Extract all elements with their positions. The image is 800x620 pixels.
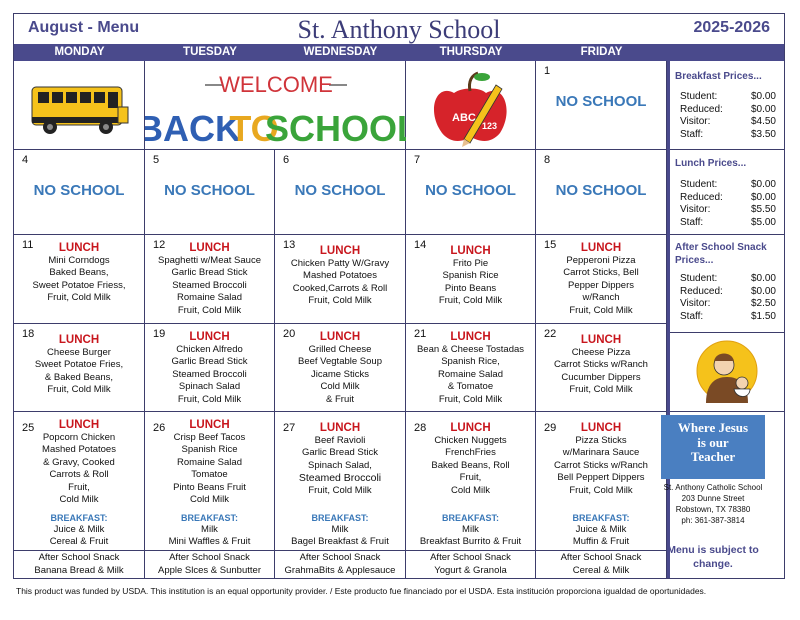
- menu-item: Frito Pie: [452, 257, 489, 269]
- day-header-thursday: THURSDAY: [406, 44, 536, 61]
- snack-prices-box: [670, 235, 784, 333]
- price-label: Visitor:: [680, 204, 711, 215]
- day-cell-7: [406, 150, 536, 235]
- snack-label: After School Snack: [38, 552, 120, 563]
- menu-item: Mashed Potatoes: [303, 270, 377, 281]
- breakfast-item: Milk: [331, 524, 349, 535]
- no-school-label: NO SCHOOL: [164, 182, 255, 199]
- breakfast-menu: [536, 512, 666, 548]
- breakfast-item: Muffin & Fruit: [572, 536, 630, 547]
- price-row: [680, 91, 776, 104]
- price-label: Student:: [680, 273, 718, 284]
- day-number: 25: [22, 422, 35, 434]
- lunch-menu: [145, 242, 274, 317]
- breakfast-menu: [406, 512, 535, 548]
- breakfast-item: Milk: [201, 524, 218, 535]
- menu-change-notice: [658, 543, 768, 571]
- lunch-label: LUNCH: [580, 422, 622, 434]
- saint-image-box: [670, 333, 784, 412]
- lunch-menu: [536, 334, 666, 397]
- menu-item: Fruit, Cold Milk: [177, 304, 242, 316]
- menu-item: Cooked,Carrots & Roll: [292, 282, 388, 294]
- price-label: Reduced:: [680, 103, 723, 115]
- day-number: 26: [153, 422, 166, 434]
- menu-item: Beef Vegtable Soup: [298, 356, 382, 367]
- school-city: Robstown, TX 78380: [675, 505, 751, 514]
- price-label: Reduced:: [680, 285, 723, 297]
- breakfast-label: BREAKFAST:: [311, 513, 369, 523]
- menu-item: Garlic Bread Stick: [171, 267, 248, 278]
- lunch-menu: [406, 245, 535, 308]
- menu-item: Garlic Bread Stick: [171, 356, 248, 367]
- after-school-snack: [536, 550, 666, 577]
- menu-item: Cold Milk: [450, 484, 491, 496]
- price-label: Visitor:: [680, 116, 711, 127]
- lunch-label: LUNCH: [58, 419, 100, 431]
- price-value: $3.50: [750, 128, 776, 140]
- saint-anthony-icon: [670, 333, 784, 412]
- breakfast-item: Breakfast Burrito & Fruit: [419, 536, 522, 547]
- breakfast-item: Cereal & Fruit: [49, 536, 109, 547]
- menu-item: Sweet Potatoe Friess,: [32, 279, 126, 291]
- lunch-label: LUNCH: [319, 422, 361, 434]
- notice-line: change.: [693, 558, 733, 570]
- price-row: [680, 192, 776, 205]
- menu-item: Carrots & Roll: [49, 469, 109, 480]
- lunch-menu: [275, 422, 405, 497]
- snack-item: Yogurt & Granola: [434, 565, 507, 576]
- breakfast-menu: [275, 512, 405, 548]
- apple-pencil-icon: [406, 61, 536, 150]
- usda-disclaimer: This product was funded by USDA. This institution is an equal opportunity provider. / Este producto fue financiado por el USDA. Esta institución proporciona igualdad de oportunidades.: [16, 586, 707, 596]
- menu-item: Pinto Beans Fruit: [173, 481, 246, 493]
- breakfast-label: BREAKFAST:: [180, 513, 238, 523]
- lunch-label: LUNCH: [450, 331, 491, 343]
- school-address: [658, 482, 768, 526]
- snack-prices-list: [680, 273, 776, 323]
- motto-line: Where Jesus: [677, 420, 749, 435]
- price-value: $4.50: [750, 116, 776, 127]
- price-value: $0.00: [750, 191, 776, 203]
- motto-line: is our: [697, 434, 729, 450]
- menu-item: Crisp Beef Tacos: [173, 431, 246, 443]
- lunch-menu: [406, 331, 535, 406]
- snack-prices-title: [670, 235, 784, 267]
- menu-item: Pinto Beans: [444, 282, 497, 294]
- menu-item: Pepperoni Pizza: [566, 254, 636, 266]
- menu-item: Mini Corndogs: [48, 254, 110, 266]
- menu-item: & Baked Beans,: [44, 371, 114, 383]
- menu-item: Carrot Sticks w/Ranch: [554, 359, 648, 370]
- menu-item: Romaine Salad: [177, 456, 242, 468]
- menu-item: Pizza Sticks: [575, 434, 627, 446]
- price-value: $0.00: [750, 91, 776, 102]
- menu-item: & Tomatoe: [447, 381, 494, 392]
- menu-item: Beef Ravioli: [314, 434, 366, 446]
- menu-label: August - Menu: [28, 19, 140, 36]
- day-number: 29: [544, 422, 557, 434]
- menu-item: Baked Beans,: [49, 267, 109, 278]
- lunch-label: LUNCH: [580, 242, 622, 254]
- lunch-label: LUNCH: [580, 334, 622, 346]
- breakfast-label: BREAKFAST:: [572, 513, 630, 523]
- menu-item: Mashed Potatoes: [42, 444, 116, 455]
- breakfast-menu: [145, 512, 274, 548]
- price-label: Student:: [680, 91, 718, 102]
- day-cell-18: [14, 324, 145, 412]
- lunch-label: LUNCH: [450, 422, 491, 434]
- apple-abc-text: ABC: [452, 112, 476, 124]
- menu-item: Bell Peppert Dippers: [557, 472, 645, 483]
- day-cell-6: [275, 150, 406, 235]
- day-number: 20: [283, 328, 296, 340]
- lunch-prices-list: [680, 179, 776, 229]
- breakfast-item: Mini Waffles & Fruit: [168, 536, 251, 547]
- day-number: 11: [22, 239, 34, 251]
- breakfast-label: BREAKFAST:: [50, 513, 108, 523]
- lunch-label: LUNCH: [450, 245, 491, 257]
- menu-item: Fruit,: [459, 472, 482, 483]
- to-text: TO: [229, 108, 279, 149]
- lunch-prices-title: Lunch Prices...: [675, 158, 747, 169]
- menu-item: Cold Milk: [59, 494, 99, 505]
- day-cell-21: [406, 324, 536, 412]
- lunch-menu: [145, 419, 274, 507]
- lunch-label: LUNCH: [189, 419, 230, 431]
- menu-item: Steamed Broccoli: [172, 279, 247, 291]
- menu-item: Cucumber Dippers: [561, 371, 641, 383]
- menu-item: Cold Milk: [320, 381, 360, 392]
- menu-item: Grilled Cheese: [308, 343, 372, 355]
- lunch-menu: [145, 331, 274, 406]
- menu-item: Fruit, Cold Milk: [569, 384, 633, 395]
- snack-item: GrahmaBits & Applesauce: [284, 565, 396, 576]
- menu-item: Spanish Rice: [181, 444, 238, 455]
- menu-item: Romaine Salad: [177, 292, 242, 303]
- price-value: $5.00: [750, 216, 776, 228]
- price-label: Visitor:: [680, 298, 711, 309]
- breakfast-prices-list: [680, 91, 776, 141]
- snack-label: After School Snack: [299, 552, 381, 563]
- price-value: $0.00: [750, 179, 776, 190]
- day-number: 8: [544, 154, 551, 166]
- day-cell-22: [536, 324, 667, 412]
- price-value: $5.50: [750, 204, 776, 215]
- notice-line: Menu is subject to: [667, 544, 759, 556]
- price-label: Student:: [680, 179, 718, 190]
- price-value: $0.00: [750, 285, 776, 297]
- day-cell-4: [14, 150, 145, 235]
- day-cell-5: [145, 150, 275, 235]
- menu-item: Fruit, Cold Milk: [308, 295, 372, 306]
- price-row: [680, 298, 776, 311]
- lunch-prices-box: [670, 150, 784, 235]
- menu-item: Steamed Broccoli: [172, 368, 247, 380]
- menu-item: w/Marinara Sauce: [562, 447, 640, 458]
- menu-item: Pepper Dippers: [567, 279, 634, 291]
- menu-item: Spanish Rice: [442, 270, 499, 281]
- menu-item: FrenchFries: [445, 447, 496, 458]
- day-header-wednesday: WEDNESDAY: [275, 44, 406, 61]
- price-label: Staff:: [680, 216, 704, 228]
- day-cell-27: [275, 412, 406, 578]
- lunch-label: LUNCH: [189, 331, 230, 343]
- menu-item: Chicken Nuggets: [434, 434, 507, 446]
- day-number: 5: [153, 154, 160, 166]
- menu-item: Fruit, Cold Milk: [177, 393, 242, 405]
- day-cell-13: [275, 235, 406, 324]
- menu-item: Spaghetti w/Meat Sauce: [158, 254, 261, 266]
- day-number: 7: [414, 154, 421, 166]
- menu-item: Fruit, Cold Milk: [569, 304, 633, 316]
- lunch-menu: [406, 422, 535, 497]
- snack-label: After School Snack: [169, 552, 250, 563]
- day-number: 15: [544, 239, 557, 251]
- school-name: St. Anthony Catholic School: [663, 483, 763, 492]
- school-street: 203 Dunne Street: [681, 494, 745, 503]
- menu-item: Fruit, Cold Milk: [438, 295, 503, 306]
- breakfast-menu: [14, 512, 144, 548]
- menu-item: Popcorn Chicken: [42, 431, 116, 443]
- day-number: 28: [414, 422, 427, 434]
- price-row: [680, 286, 776, 299]
- day-cell-8: [536, 150, 667, 235]
- menu-item: Fruit, Cold Milk: [47, 384, 111, 395]
- menu-item: Sweet Potatoe Fries,: [34, 359, 124, 370]
- lunch-label: LUNCH: [319, 331, 361, 343]
- day-number: 4: [22, 154, 29, 166]
- menu-item: Chicken Patty W/Gravy: [290, 257, 390, 269]
- lunch-label: LUNCH: [189, 242, 230, 254]
- menu-item: Cold Milk: [189, 494, 230, 505]
- day-number: 12: [153, 239, 166, 251]
- menu-item: Fruit, Cold Milk: [47, 292, 111, 303]
- lunch-label: LUNCH: [319, 245, 361, 257]
- price-label: Staff:: [680, 310, 704, 322]
- menu-item: Chicken Alfredo: [176, 343, 243, 355]
- day-number: 14: [414, 239, 427, 251]
- snack-label: After School Snack: [560, 552, 642, 563]
- price-row: [680, 179, 776, 192]
- price-value: $0.00: [750, 273, 776, 284]
- menu-item: Cheese Burger: [47, 346, 111, 358]
- price-row: [680, 129, 776, 142]
- week1-monday-cell: [14, 61, 145, 150]
- menu-item: & Fruit: [326, 393, 354, 405]
- welcome-text: WELCOME: [219, 72, 333, 97]
- price-label: Reduced:: [680, 191, 723, 203]
- breakfast-label: BREAKFAST:: [441, 513, 499, 523]
- lunch-menu: [14, 334, 144, 397]
- apple-123-text: 123: [482, 121, 498, 131]
- menu-item: Fruit, Cold Milk: [438, 393, 503, 405]
- back-text: BACK: [145, 108, 241, 149]
- lunch-label: LUNCH: [58, 334, 100, 346]
- breakfast-prices-box: [670, 61, 784, 150]
- menu-item: Fruit, Cold Milk: [569, 484, 633, 496]
- side-header-blank: [667, 44, 784, 61]
- menu-item: Jicame Sticks: [310, 368, 370, 380]
- breakfast-prices-title: Breakfast Prices...: [675, 71, 762, 82]
- no-school-label: NO SCHOOL: [294, 182, 386, 199]
- menu-item: Baked Beans, Roll: [431, 459, 510, 471]
- breakfast-item: Bagel Breakfast & Fruit: [291, 536, 389, 547]
- day-number: 6: [283, 154, 290, 166]
- welcome-cell: [145, 61, 406, 150]
- menu-item: Cheese Pizza: [571, 346, 631, 358]
- day-number: 22: [544, 328, 557, 340]
- day-number: 21: [414, 328, 427, 340]
- day-cell-14: [406, 235, 536, 324]
- day-cell-12: [145, 235, 275, 324]
- lunch-menu: [536, 422, 666, 497]
- lunch-menu: [14, 242, 144, 305]
- price-value: $2.50: [750, 298, 776, 309]
- day-cell-20: [275, 324, 406, 412]
- day-cell-28: [406, 412, 536, 578]
- price-row: [680, 311, 776, 324]
- breakfast-item: Juice & Milk: [53, 524, 105, 535]
- school-text: SCHOOL: [264, 108, 406, 149]
- school-title: St. Anthony School: [297, 15, 501, 44]
- lunch-menu: [14, 419, 144, 507]
- day-cell-15: [536, 235, 667, 324]
- breakfast-item: Juice & Milk: [575, 524, 627, 535]
- title-bar: [14, 14, 784, 45]
- lunch-menu: [275, 331, 405, 406]
- day-cell-29: [536, 412, 667, 578]
- day-header-tuesday: TUESDAY: [145, 44, 275, 61]
- day-number: 1: [544, 65, 551, 77]
- day-cell-1: [536, 61, 667, 150]
- menu-item: Garlic Bread Stick: [301, 447, 379, 458]
- lunch-label: LUNCH: [58, 242, 100, 254]
- price-label: Staff:: [680, 128, 704, 140]
- snack-label: After School Snack: [430, 552, 511, 563]
- day-cell-26: [145, 412, 275, 578]
- price-value: $1.50: [750, 310, 776, 322]
- after-school-snack: [406, 550, 535, 577]
- after-school-snack: [275, 550, 405, 577]
- no-school-label: NO SCHOOL: [425, 182, 516, 199]
- day-header-friday: FRIDAY: [536, 44, 667, 61]
- lunch-menu: [536, 242, 666, 317]
- day-cell-19: [145, 324, 275, 412]
- menu-item: Steamed Broccoli: [298, 472, 382, 484]
- after-school-snack: [14, 550, 144, 577]
- week1-thursday-cell: [406, 61, 536, 150]
- menu-item: Bean & Cheese Tostadas: [416, 343, 525, 355]
- menu-item: & Gravy, Cooked: [43, 456, 115, 468]
- motto-box: [661, 415, 765, 479]
- no-school-label: NO SCHOOL: [33, 182, 125, 199]
- price-value: $0.00: [750, 103, 776, 115]
- price-row: [680, 204, 776, 217]
- menu-item: Fruit, Cold Milk: [308, 484, 372, 496]
- price-row: [680, 217, 776, 230]
- welcome-back-to-school-banner: [145, 61, 406, 150]
- breakfast-item: Milk: [462, 524, 479, 535]
- school-year: 2025-2026: [693, 19, 770, 36]
- motto-line: Teacher: [690, 449, 736, 464]
- no-school-label: NO SCHOOL: [555, 182, 647, 199]
- no-school-label: NO SCHOOL: [555, 93, 647, 110]
- day-number: 19: [153, 328, 166, 340]
- day-number: 27: [283, 422, 296, 434]
- menu-item: Carrot Sticks, Bell: [563, 267, 639, 278]
- menu-item: Spanish Rice,: [441, 356, 500, 367]
- price-row: [680, 104, 776, 117]
- day-number: 13: [283, 239, 296, 251]
- day-header-monday: MONDAY: [14, 44, 145, 61]
- snack-item: Cereal & Milk: [572, 565, 630, 576]
- price-row: [680, 116, 776, 129]
- day-cell-11: [14, 235, 145, 324]
- school-phone: ph: 361-387-3814: [681, 516, 745, 525]
- day-number: 18: [22, 328, 35, 340]
- snack-prices-title-line1: After School Snack: [675, 242, 767, 253]
- day-cell-25: [14, 412, 145, 578]
- menu-item: Tomatoe: [191, 469, 228, 480]
- price-row: [680, 273, 776, 286]
- menu-item: Fruit,: [68, 481, 90, 493]
- after-school-snack: [145, 550, 274, 577]
- menu-item: w/Ranch: [582, 292, 620, 303]
- menu-item: Romaine Salad: [438, 368, 503, 380]
- menu-item: Spinach Salad: [178, 381, 241, 392]
- school-bus-icon: [14, 61, 145, 150]
- menu-item: Spinach Salad,: [308, 459, 372, 471]
- snack-item: Banana Bread & Milk: [34, 565, 124, 576]
- lunch-menu: [275, 245, 405, 308]
- snack-prices-title-line2: Prices...: [675, 255, 714, 266]
- snack-item: Apple Slces & Sunbutter: [158, 565, 261, 576]
- menu-item: Carrot Sticks w/Ranch: [554, 459, 648, 471]
